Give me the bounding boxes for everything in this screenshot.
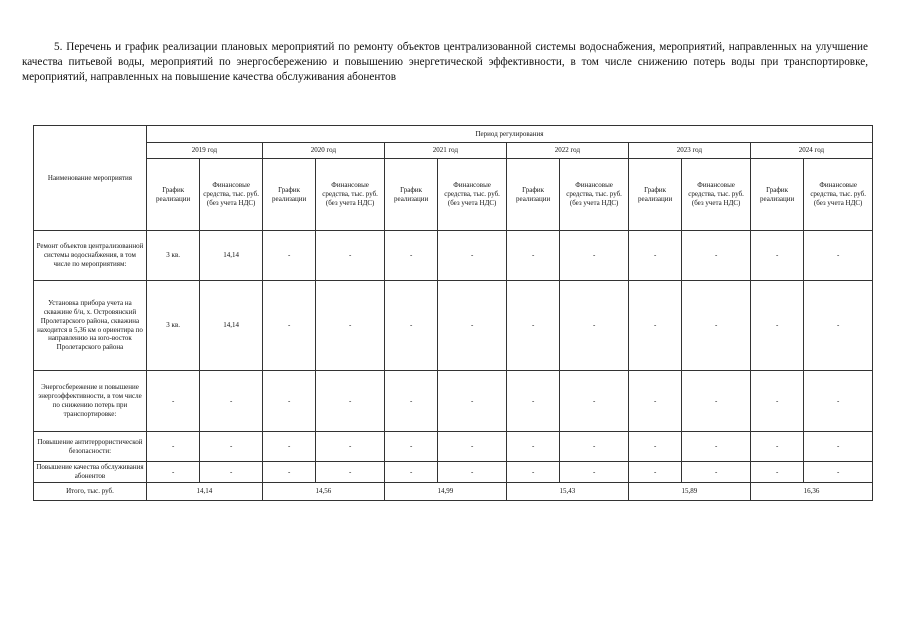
schedule-subheader: График реализации [750,159,803,231]
total-row [34,483,873,501]
table-cell: - [628,371,681,432]
table-cell: - [750,462,803,483]
table-cell: - [262,432,315,462]
finance-subheader: Финансовые средства, тыс. руб. (без учета НДС) [438,159,507,231]
table-cell: - [506,231,559,281]
table-cell: - [506,462,559,483]
table-cell: - [560,371,629,432]
table-cell: - [316,432,385,462]
table-cell: - [506,281,559,371]
total-value: 16,36 [750,483,872,501]
table-cell: - [438,462,507,483]
row-name: Повышение качества обслуживания абонентов [34,462,147,483]
table-cell: - [262,371,315,432]
table-cell: - [384,281,437,371]
table-cell: - [316,281,385,371]
table-row [34,432,873,462]
year-header: 2022 год [506,143,628,159]
schedule-subheader: График реализации [146,159,199,231]
table-cell: - [200,371,263,432]
schedule-subheader: График реализации [384,159,437,231]
table-cell: - [384,462,437,483]
finance-subheader: Финансовые средства, тыс. руб. (без учета НДС) [560,159,629,231]
table-cell: - [628,231,681,281]
plan-table [33,125,873,501]
table-cell: - [682,371,751,432]
table-cell: - [750,432,803,462]
finance-subheader: Финансовые средства, тыс. руб. (без учета НДС) [804,159,873,231]
table-cell: - [146,432,199,462]
schedule-subheader: График реализации [506,159,559,231]
table-row [34,231,873,281]
table-body [34,231,873,501]
name-column-header: Наименование мероприятия [34,126,147,231]
schedule-subheader: График реализации [628,159,681,231]
table-cell: - [262,462,315,483]
total-value: 15,43 [506,483,628,501]
year-header: 2023 год [628,143,750,159]
table-cell: - [628,432,681,462]
total-value: 15,89 [628,483,750,501]
table-cell: - [560,231,629,281]
table-cell: - [316,371,385,432]
period-header: Период регулирования [146,126,872,143]
total-value: 14,14 [146,483,262,501]
table-cell: - [804,432,873,462]
table-cell: - [200,462,263,483]
table-cell: - [506,371,559,432]
table-cell: - [200,432,263,462]
table-row [34,462,873,483]
table-cell: - [750,281,803,371]
table-cell: - [750,371,803,432]
table-cell: 3 кв. [146,231,199,281]
table-cell: 3 кв. [146,281,199,371]
table-cell: - [628,462,681,483]
year-header: 2021 год [384,143,506,159]
table-cell: - [384,231,437,281]
table-cell: - [560,462,629,483]
table-cell: - [682,432,751,462]
table-cell: - [316,462,385,483]
table-cell: - [682,231,751,281]
table-cell: - [804,462,873,483]
finance-subheader: Финансовые средства, тыс. руб. (без учета НДС) [316,159,385,231]
table-cell: - [262,231,315,281]
year-header: 2020 год [262,143,384,159]
table-cell: 14,14 [200,231,263,281]
table-cell: - [438,371,507,432]
schedule-subheader: График реализации [262,159,315,231]
table-cell: - [438,231,507,281]
row-name: Энергосбережение и повышение энергоэффективности, в том числе по снижению потерь при транспортировке: [34,371,147,432]
year-header: 2024 год [750,143,872,159]
table-cell: - [560,281,629,371]
table-cell: - [384,432,437,462]
table-cell: - [628,281,681,371]
finance-subheader: Финансовые средства, тыс. руб. (без учета НДС) [200,159,263,231]
table-cell: - [146,462,199,483]
document-heading: 5. Перечень и график реализации плановых мероприятий по ремонту объектов централизованной системы водоснабжения, мероприятий, направленных на улучшение качества питьевой воды, мероприятий по энергосбережению и повышению энергетической эффективности, в том числе снижению потерь воды при транспортировке, мероприятий, направленных на повышение качества обслуживания абонентов [22,41,868,83]
total-value: 14,99 [384,483,506,501]
table-cell: - [804,281,873,371]
table-cell: - [316,231,385,281]
table-cell: - [438,432,507,462]
row-name: Установка прибора учета на скважине б/н, х. Островянский Пролетарского района, скважина находится в 5,36 км о ориентира по направлению на юго-восток Пролетарского района [34,281,147,371]
row-name: Повышение антитеррористической безопасности: [34,432,147,462]
total-label: Итого, тыс. руб. [34,483,147,501]
table-cell: 14,14 [200,281,263,371]
table-cell: - [682,281,751,371]
year-header: 2019 год [146,143,262,159]
table-header [34,126,873,231]
table-cell: - [804,371,873,432]
table-cell: - [438,281,507,371]
row-name: Ремонт объектов централизованной системы водоснабжения, в том числе по мероприятиям: [34,231,147,281]
table-row [34,281,873,371]
table-row [34,371,873,432]
total-value: 14,56 [262,483,384,501]
table-cell: - [146,371,199,432]
table-cell: - [262,281,315,371]
table-cell: - [682,462,751,483]
table-cell: - [384,371,437,432]
table-cell: - [804,231,873,281]
finance-subheader: Финансовые средства, тыс. руб. (без учета НДС) [682,159,751,231]
table-cell: - [750,231,803,281]
table-cell: - [506,432,559,462]
table-cell: - [560,432,629,462]
